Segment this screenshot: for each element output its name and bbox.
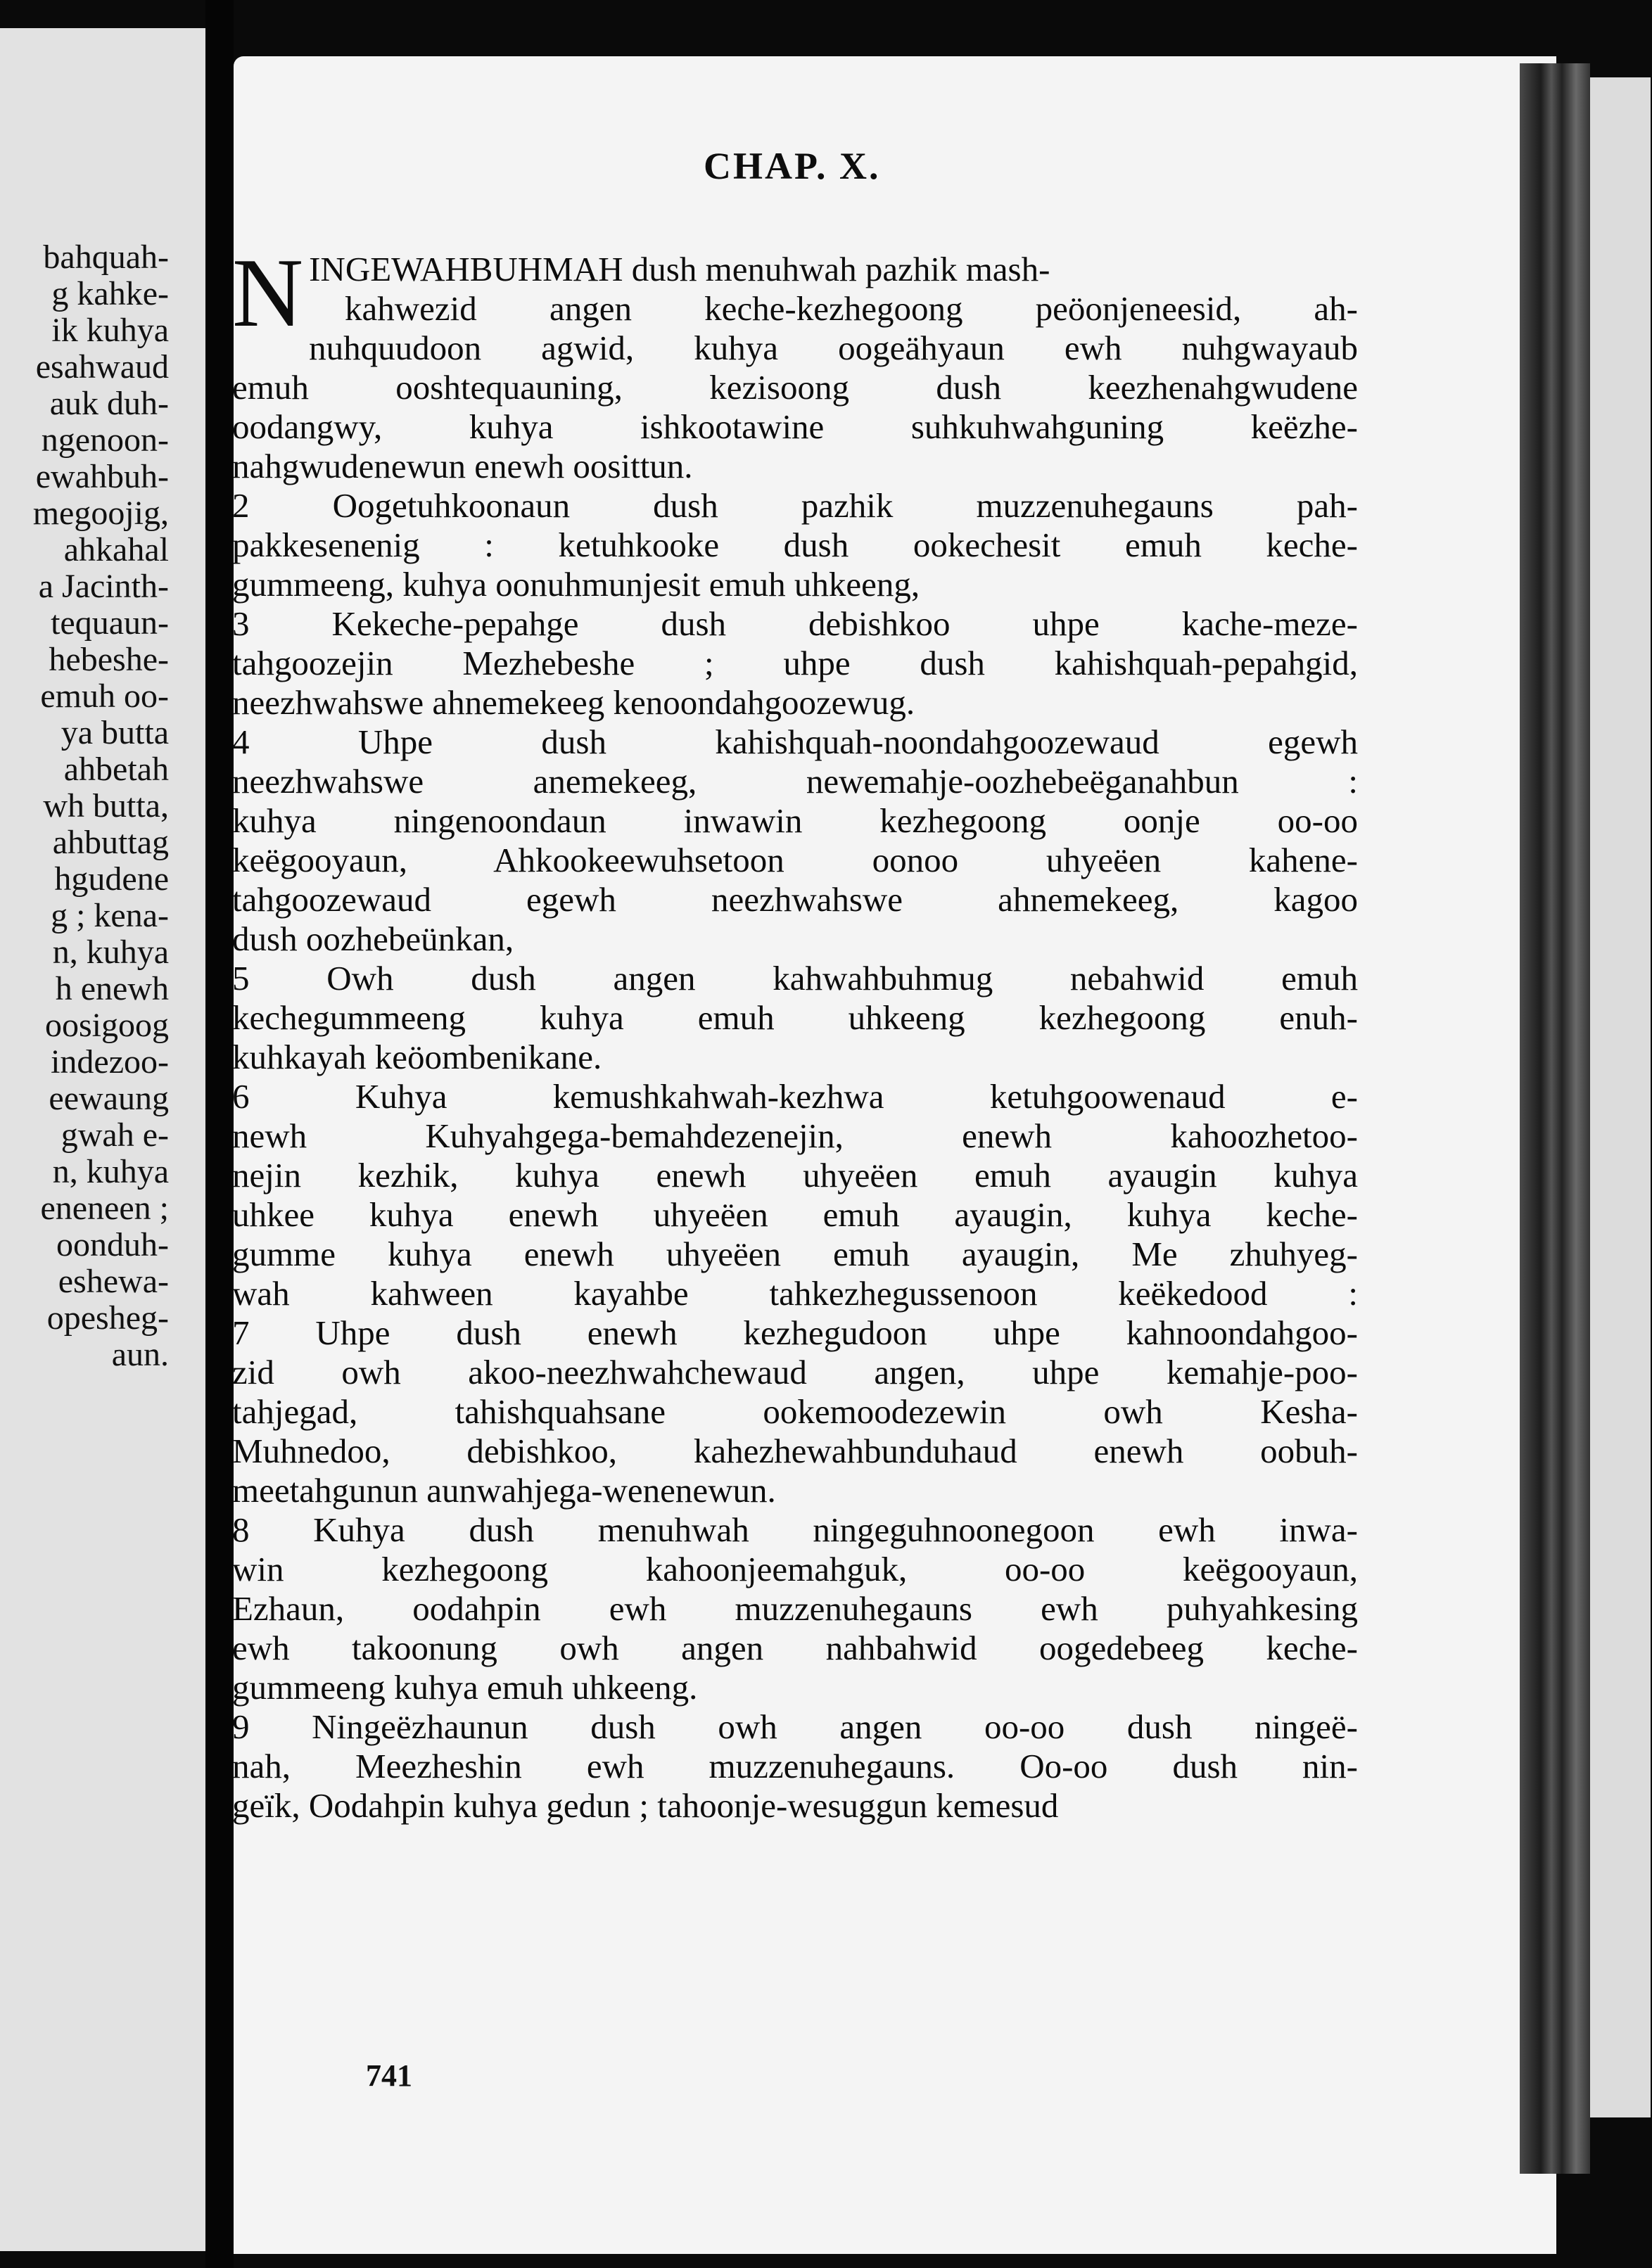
text-line: Ezhaun, oodahpin ewh muzzenuhegauns ewh puhyahkesing (232, 1589, 1358, 1628)
previous-page-line: n, kuhya (52, 1153, 169, 1190)
text-line: wah kahween kayahbe tahkezhegussenoon keëkedood : (232, 1274, 1358, 1313)
previous-page-line: bahquah- (43, 238, 169, 276)
previous-page-line: h enewh (55, 970, 169, 1007)
text-line: 2 Oogetuhkoonaun dush pazhik muzzenuhegauns pah- (232, 486, 1358, 525)
text-line: newh Kuhyahgega-bemahdezenejin, enewh kahoozhetoo- (232, 1116, 1358, 1155)
text-line: 7 Uhpe dush enewh kezhegudoon uhpe kahnoondahgoo- (232, 1313, 1358, 1352)
previous-page-line: ya butta (61, 714, 169, 751)
page-number: 741 (366, 2058, 412, 2093)
previous-page-line: g kahke- (51, 275, 169, 312)
text-line: 9 Ningeëzhaunun dush owh angen oo-oo dush ningeë- (232, 1707, 1358, 1746)
previous-page-line: aun. (111, 1336, 169, 1373)
text-line: uhkee kuhya enewh uhyeëen emuh ayaugin, kuhya keche- (232, 1195, 1358, 1234)
text-line: emuh ooshtequauning, kezisoong dush keezhenahgwudene (232, 368, 1358, 407)
previous-page-line: hgudene (54, 860, 169, 898)
book-gutter (205, 0, 234, 2268)
text-line: geïk, Oodahpin kuhya gedun ; tahoonje-wesuggun kemesud (232, 1786, 1059, 1825)
text-line: nejin kezhik, kuhya enewh uhyeëen emuh ayaugin kuhya (232, 1156, 1358, 1194)
previous-page-line: ahkahal (63, 531, 169, 568)
text-line: 3 Kekeche-pepahge dush debishkoo uhpe kache-meze- (232, 604, 1358, 643)
previous-page-line: hebeshe- (49, 641, 169, 678)
text-line: nuhquudoon agwid, kuhya oogeähyaun ewh nuhgwayaub (309, 329, 1358, 367)
previous-page-line: eneneen ; (40, 1190, 169, 1227)
page-body (232, 238, 1358, 1826)
previous-page (0, 28, 210, 2251)
text-line: kahwezid angen keche-kezhegoong peöonjeneesid, ah- (345, 289, 1358, 328)
previous-page-line: eewaung (49, 1080, 169, 1117)
chapter-title: CHAP. X. (704, 145, 881, 187)
text-line: 8 Kuhya dush menuhwah ningeguhnoonegoon ewh inwa- (232, 1510, 1358, 1549)
text-line: kechegummeeng kuhya emuh uhkeeng kezhegoong enuh- (232, 998, 1358, 1037)
previous-page-line: oonduh- (56, 1226, 169, 1263)
text-line: ewh takoonung owh angen nahbahwid oogedebeeg keche- (232, 1629, 1358, 1667)
previous-page-line: ewahbuh- (35, 458, 169, 495)
text-line: tahjegad, tahishquahsane ookemoodezewin owh Kesha- (232, 1392, 1358, 1431)
text-line: nah, Meezheshin ewh muzzenuhegauns. Oo-oo dush nin- (232, 1747, 1358, 1785)
first-line-text: INGEWAHBUHMAH dush menuhwah pazhik mash- (309, 250, 1050, 288)
previous-page-line: gwah e- (61, 1116, 169, 1154)
text-line: pakkesenenig : ketuhkooke dush ookechesit emuh keche- (232, 525, 1358, 564)
previous-page-line: eshewa- (58, 1263, 169, 1300)
text-line: oodangwy, kuhya ishkootawine suhkuhwahguning keëzhe- (232, 407, 1358, 446)
previous-page-line: ahbetah (63, 751, 169, 788)
text-line: keëgooyaun, Ahkookeewuhsetoon oonoo uhyeëen kahene- (232, 841, 1358, 879)
text-line: gummeeng, kuhya oonuhmunjesit emuh uhkeeng, (232, 565, 920, 604)
previous-page-line: ngenoon- (41, 421, 169, 459)
previous-page-line: ik kuhya (51, 312, 169, 349)
text-line: 4 Uhpe dush kahishquah-noondahgoozewaud egewh (232, 722, 1358, 761)
previous-page-line: oosigoog (44, 1007, 169, 1044)
text-line: gummeeng kuhya emuh uhkeeng. (232, 1668, 698, 1707)
text-line: tahgoozejin Mezhebeshe ; uhpe dush kahishquah-pepahgid, (232, 644, 1358, 682)
previous-page-line: ahbuttag (52, 824, 169, 861)
previous-page-line: tequaun- (51, 604, 169, 642)
previous-page-line: a Jacinth- (38, 568, 169, 605)
text-line: tahgoozewaud egewh neezhwahswe ahnemekeeg, kagoo (232, 880, 1358, 919)
text-line: Muhnedoo, debishkoo, kahezhewahbunduhaud enewh oobuh- (232, 1432, 1358, 1470)
text-line: kuhkayah keöombenikane. (232, 1038, 602, 1076)
text-line: nahgwudenewun enewh oosittun. (232, 447, 693, 485)
text-line: neezhwahswe anemekeeg, newemahje-oozhebeëganahbun : (232, 762, 1358, 801)
text-line: 5 Owh dush angen kahwahbuhmug nebahwid emuh (232, 959, 1358, 998)
previous-page-line: esahwaud (35, 348, 169, 386)
previous-page-line: opesheg- (46, 1299, 169, 1337)
previous-page-line: auk duh- (49, 385, 169, 422)
text-line: kuhya ningenoondaun inwawin kezhegoong oonje oo-oo (232, 801, 1358, 840)
text-line: dush oozhebeünkan, (232, 919, 514, 958)
previous-page-line: megoojig, (32, 495, 169, 532)
previous-page-line: g ; kena- (51, 897, 169, 934)
text-line: win kezhegoong kahoonjeemahguk, oo-oo keëgooyaun, (232, 1550, 1358, 1588)
text-line: zid owh akoo-neezhwahchewaud angen, uhpe kemahje-poo- (232, 1353, 1358, 1391)
text-line: 6 Kuhya kemushkahwah-kezhwa ketuhgoowenaud e- (232, 1077, 1358, 1116)
previous-page-line: wh butta, (43, 787, 169, 824)
previous-page-line: emuh oo- (40, 677, 169, 715)
text-line: neezhwahswe ahnemekeeg kenoondahgoozewug. (232, 683, 915, 722)
previous-page-line: n, kuhya (52, 934, 169, 971)
page-block-edge (1520, 63, 1590, 2174)
text-line: meetahgunun aunwahjega-wenenewun. (232, 1471, 776, 1510)
text-line: gumme kuhya enewh uhyeëen emuh ayaugin, Me zhuhyeg- (232, 1235, 1358, 1273)
previous-page-text (0, 239, 210, 1373)
previous-page-line: indezoo- (51, 1043, 169, 1081)
drop-cap: N (232, 238, 304, 348)
